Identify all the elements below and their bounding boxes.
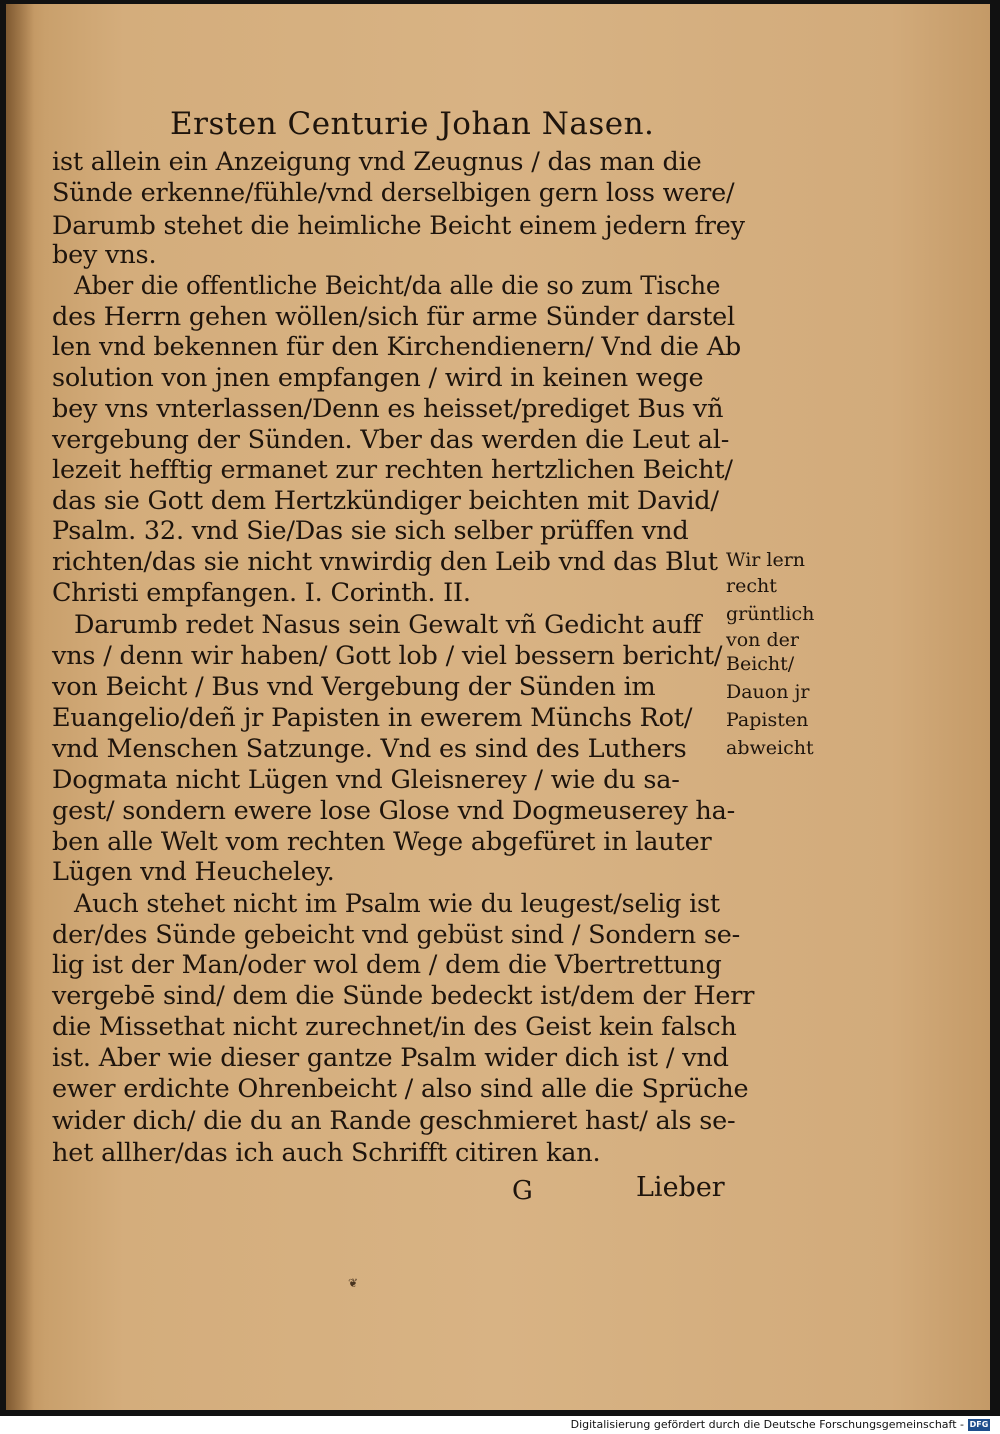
text-line: Euangelio/deñ jr Papisten in ewerem Münchs Rot/: [52, 703, 693, 733]
text-line: des Herrn gehen wöllen/sich für arme Sünder darstel: [52, 302, 735, 332]
text-line: bey vns.: [52, 240, 157, 270]
text-line: bey vns vnterlassen/Denn es heisset/prediget Bus vñ: [52, 394, 724, 424]
footer-bar: [0, 1416, 1000, 1434]
text-line: Psalm. 32. vnd Sie/Das sie sich selber prüffen vnd: [52, 516, 689, 546]
text-line: vnd Menschen Satzunge. Vnd es sind des Luthers: [52, 734, 687, 764]
marginal-note-line: recht: [726, 575, 777, 597]
text-line: lezeit hefftig ermanet zur rechten hertzlichen Beicht/: [52, 455, 733, 485]
text-line: das sie Gott dem Hertzkündiger beichten mit David/: [52, 486, 719, 516]
running-head: Ersten Centurie Johan Nasen.: [170, 106, 655, 142]
marginal-note-line: von der: [726, 629, 799, 651]
gutter-shadow: [6, 4, 34, 1410]
text-line: solution von jnen empfangen / wird in keinen wege: [52, 363, 704, 393]
dfg-logo: DFG: [969, 1420, 989, 1429]
text-line: Aber die offentliche Beicht/da alle die so zum Tische: [74, 271, 721, 301]
text-line: wider dich/ die du an Rande geschmieret hast/ als se-: [52, 1106, 736, 1136]
marginal-note-line: grüntlich: [726, 603, 815, 625]
text-line: ist allein ein Anzeigung vnd Zeugnus / das man die: [52, 147, 702, 177]
text-line: Darumb redet Nasus sein Gewalt vñ Gedicht auff: [74, 610, 702, 640]
marginal-note-line: Beicht/: [726, 653, 795, 675]
text-line: ewer erdichte Ohrenbeicht / also sind alle die Sprüche: [52, 1074, 749, 1104]
text-line: lig ist der Man/oder wol dem / dem die Vbertrettung: [52, 950, 722, 980]
text-line: ist. Aber wie dieser gantze Psalm wider dich ist / vnd: [52, 1043, 729, 1073]
text-line: Darumb stehet die heimliche Beicht einem jedern frey: [52, 211, 745, 241]
text-line: richten/das sie nicht vnwirdig den Leib vnd das Blut: [52, 547, 718, 577]
text-line: het allher/das ich auch Schrifft citiren kan.: [52, 1138, 601, 1168]
marginal-note-line: Wir lern: [726, 549, 806, 571]
text-line: len vnd bekennen für den Kirchendienern/ Vnd die Ab: [52, 332, 742, 362]
text-line: Auch stehet nicht im Psalm wie du leugest/selig ist: [74, 889, 720, 919]
text-line: Dogmata nicht Lügen vnd Gleisnerey / wie du sa-: [52, 765, 680, 795]
footer-credit: Digitalisierung gefördert durch die Deutsche Forschungsgemeinschaft -: [570, 1418, 964, 1431]
text-line: die Missethat nicht zurechnet/in des Geist kein falsch: [52, 1012, 737, 1042]
text-line: Christi empfangen. I. Corinth. II.: [52, 578, 471, 608]
ornament-mark: ❦: [348, 1276, 359, 1290]
marginal-note-line: Papisten: [726, 709, 809, 731]
text-line: vergebung der Sünden. Vber das werden die Leut al-: [52, 425, 730, 455]
text-line: Sünde erkenne/fühle/vnd derselbigen gern loss were/: [52, 178, 735, 208]
marginal-note-line: Dauon jr: [726, 681, 810, 703]
marginal-note-line: abweicht: [726, 737, 814, 759]
text-line: Lügen vnd Heucheley.: [52, 857, 335, 887]
text-line: der/des Sünde gebeicht vnd gebüst sind / Sondern se-: [52, 920, 741, 950]
text-line: ben alle Welt vom rechten Wege abgefüret in lauter: [52, 827, 712, 857]
text-line: vns / denn wir haben/ Gott lob / viel bessern bericht/: [52, 641, 723, 671]
text-line: gest/ sondern ewere lose Glose vnd Dogmeuserey ha-: [52, 796, 736, 826]
text-line: von Beicht / Bus vnd Vergebung der Sünden im: [52, 672, 656, 702]
signature-mark: G: [512, 1176, 533, 1206]
text-line: vergebē sind/ dem die Sünde bedeckt ist/dem der Herr: [52, 981, 755, 1011]
catchword: Lieber: [636, 1172, 725, 1203]
